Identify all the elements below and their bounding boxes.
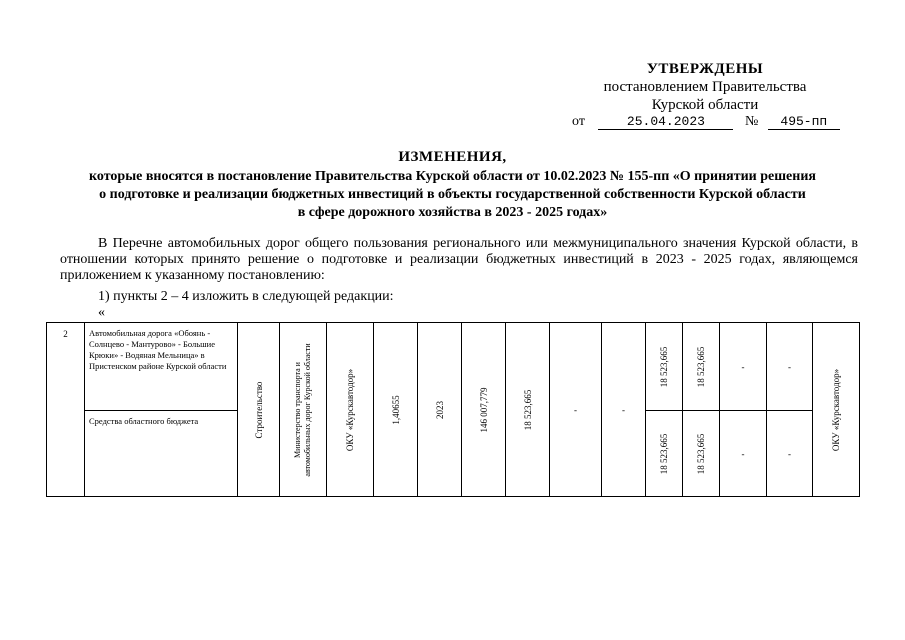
approval-date-row	[572, 114, 840, 130]
value-cell-1-top	[646, 323, 683, 411]
amount-total-cell	[506, 323, 550, 497]
approval-date: 25.04.2023	[598, 114, 733, 130]
roads-table	[46, 322, 860, 497]
value-1-top: 18 523,665	[659, 346, 669, 387]
item-1: 1) пункты 2 – 4 изложить в следующей редакции:	[98, 289, 394, 304]
cost-cell	[462, 323, 506, 497]
row-number: 2	[47, 323, 85, 497]
cost: 146 007,779	[478, 387, 489, 432]
heading-line-3: в сфере дорожного хозяйства в 2023 - 2025 годах»	[297, 205, 608, 220]
document-heading	[40, 148, 865, 222]
dash-cell-bottom-2	[767, 411, 813, 497]
year-cell	[418, 323, 462, 497]
approval-title: УТВЕРЖДЕНЫ	[646, 61, 764, 77]
value-1-bottom: 18 523,665	[659, 433, 669, 474]
ministry: Министерство транспорта и автомобильных дорог Курской области	[293, 342, 312, 477]
object-name: Автомобильная дорога «Обоянь - Солнцево - Мантурово» - Большие Крюки» - Водяная Мельница» в Пристенском районе Курской области	[85, 323, 238, 411]
amount-total: 18 523,665	[522, 389, 533, 430]
approval-line-2: Курской области	[651, 97, 759, 113]
customer: ОКУ «Курскавтодор»	[345, 368, 355, 451]
length-cell	[374, 323, 418, 497]
funding-source: Средства областного бюджета	[85, 411, 238, 497]
executor-cell	[813, 323, 860, 497]
heading-line-1: которые вносятся в постановление Правительства Курской области от 10.02.2023 № 155-пп «О принятии решения	[89, 169, 816, 184]
dash: -	[574, 404, 577, 415]
dash: -	[741, 448, 745, 459]
dash: -	[622, 404, 625, 415]
dash: -	[788, 448, 791, 459]
work-type: Строительство	[253, 381, 264, 438]
table-row	[47, 323, 860, 411]
approval-block	[560, 60, 850, 114]
customer-cell	[327, 323, 374, 497]
dash-cell-1	[550, 323, 602, 497]
value-cell-2-top	[683, 323, 720, 411]
dash-cell-bottom-1	[720, 411, 767, 497]
value-cell-1-bottom	[646, 411, 683, 497]
dash-cell-top-2	[767, 323, 813, 411]
dash: -	[788, 361, 791, 372]
ot-label: от	[572, 114, 585, 129]
number-label: №	[744, 114, 759, 129]
year: 2023	[434, 400, 445, 419]
value-2-bottom: 18 523,665	[696, 433, 706, 474]
dash: -	[741, 361, 745, 372]
executor: ОКУ «Курскавтодор»	[831, 368, 841, 451]
approval-line-1: постановлением Правительства	[603, 79, 807, 95]
value-cell-2-bottom	[683, 411, 720, 497]
body-paragraph	[60, 236, 858, 284]
dash-cell-top-1	[720, 323, 767, 411]
work-type-cell	[238, 323, 280, 497]
heading-line-2: о подготовке и реализации бюджетных инвестиций в объекты государственной собственности Курской области	[99, 187, 806, 202]
dash-cell-2	[602, 323, 646, 497]
body-paragraph-text: В Перечне автомобильных дорог общего пользования регионального или межмуниципального значения Курской области, в отношении которых принято решение о подготовке и реализации бюджетных инвестиций в 2023 - 2025 годах, являющемся приложением к указанному постановлению:	[60, 236, 858, 283]
open-quote: «	[98, 305, 105, 320]
ministry-cell	[280, 323, 327, 497]
heading-title: ИЗМЕНЕНИЯ,	[398, 149, 507, 165]
value-2-top: 18 523,665	[696, 346, 706, 387]
approval-number: 495-пп	[768, 114, 840, 130]
length: 1,40655	[390, 394, 401, 425]
